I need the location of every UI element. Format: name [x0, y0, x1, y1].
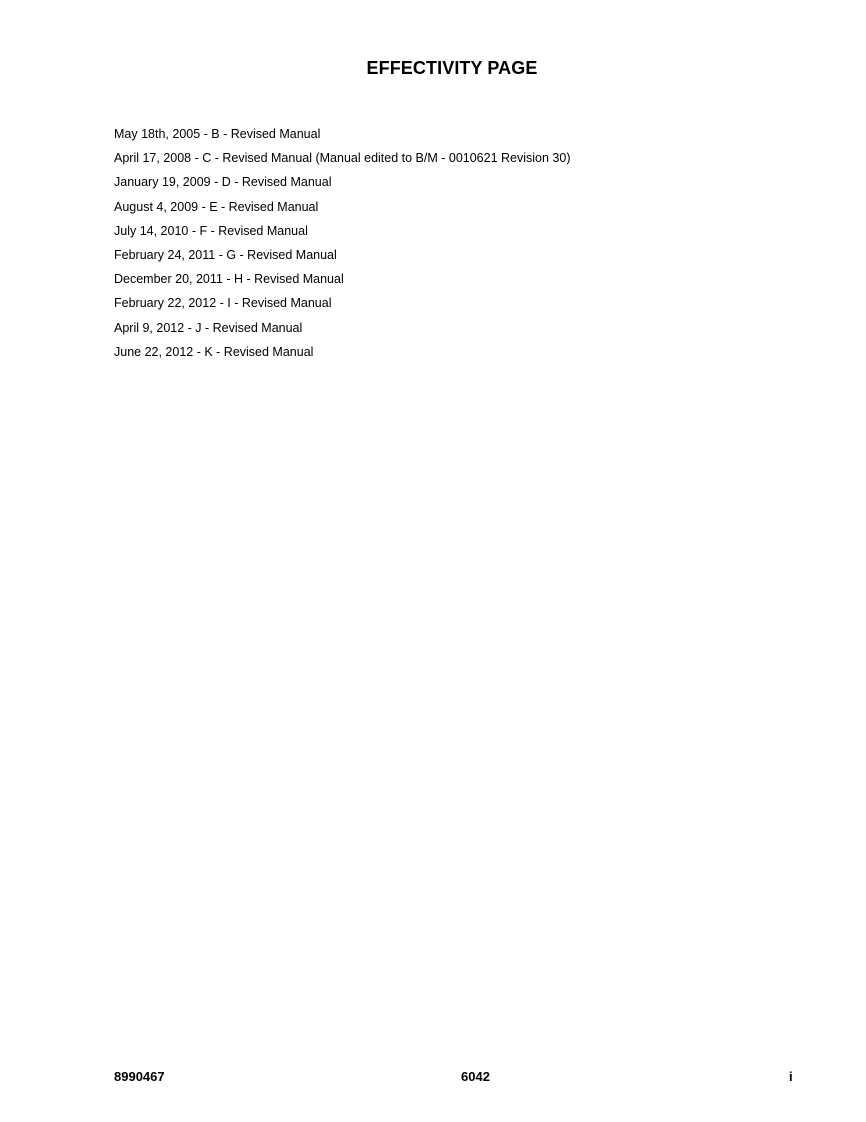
revision-list [114, 122, 571, 364]
revision-entry: May 18th, 2005 - B - Revised Manual [114, 127, 321, 141]
revision-entry: August 4, 2009 - E - Revised Manual [114, 199, 319, 214]
footer-page-number: i [789, 1069, 793, 1084]
revision-entry: July 14, 2010 - F - Revised Manual [114, 223, 308, 238]
footer-document-number: 8990467 [114, 1069, 165, 1084]
revision-entry: June 22, 2012 - K - Revised Manual [114, 344, 314, 359]
revision-entry: February 22, 2012 - I - Revised Manual [114, 296, 332, 311]
page-title: EFFECTIVITY PAGE [366, 58, 538, 78]
revision-entry: April 9, 2012 - J - Revised Manual [114, 320, 303, 335]
revision-entry: January 19, 2009 - D - Revised Manual [114, 175, 332, 190]
footer-model-number: 6042 [461, 1069, 490, 1084]
revision-entry: February 24, 2011 - G - Revised Manual [114, 248, 337, 263]
page-footer [0, 1069, 866, 1087]
revision-entry: April 17, 2008 - C - Revised Manual (Manual edited to B/M - 0010621 Revision 30) [114, 151, 571, 166]
revision-entry: December 20, 2011 - H - Revised Manual [114, 272, 344, 287]
